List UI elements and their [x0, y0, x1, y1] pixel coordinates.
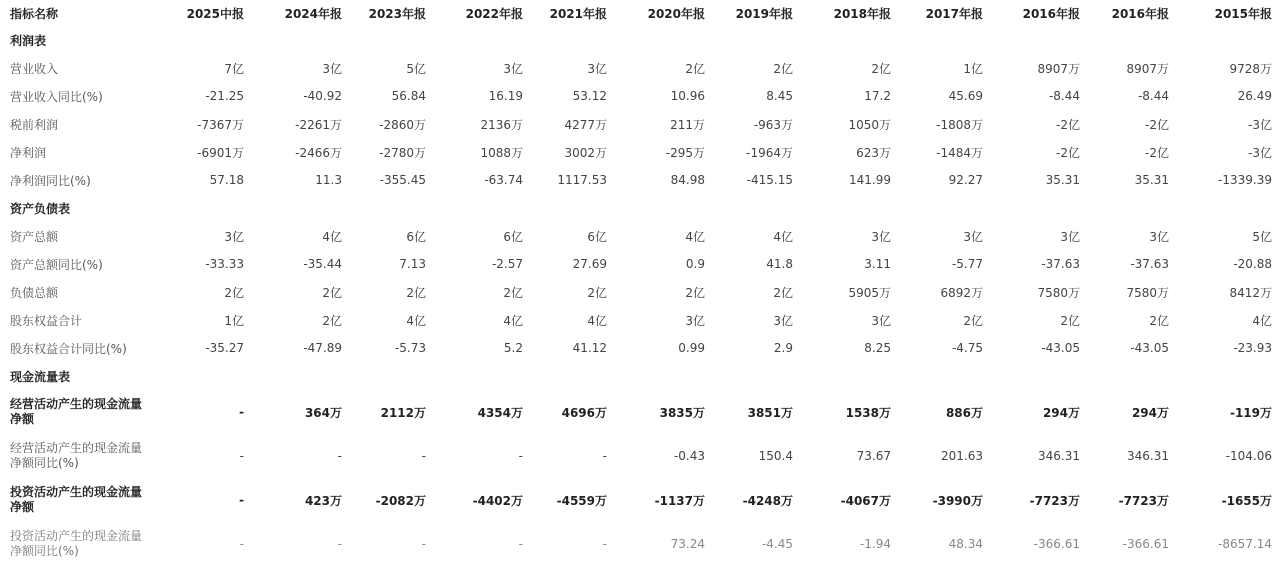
indicator-value: 2亿 [503, 285, 523, 300]
indicator-value: 2亿 [224, 285, 244, 300]
indicator-value: 73.24 [670, 537, 705, 551]
indicator-value: -4.45 [761, 537, 793, 551]
indicator-value: 4亿 [406, 313, 426, 328]
indicator-value: 0.9 [685, 257, 705, 271]
indicator-value: -8.44 [1048, 89, 1080, 103]
indicator-value: 0.99 [678, 341, 705, 355]
indicator-value: 10.96 [670, 89, 705, 103]
indicator-value: -2亿 [1145, 145, 1169, 160]
indicator-label: 营业收入 [10, 61, 59, 76]
year-header: 2024年报 [284, 6, 342, 21]
indicator-value: 2亿 [322, 313, 342, 328]
indicator-value: 211万 [670, 117, 705, 132]
indicator-value: 4354万 [477, 405, 523, 420]
indicator-value: 6亿 [406, 229, 426, 244]
indicator-value: 8.25 [864, 341, 891, 355]
indicator-label: 资产总额同比(%) [10, 257, 103, 272]
indicator-value: 2亿 [685, 61, 705, 76]
indicator-label: 税前利润 [10, 117, 59, 132]
year-header: 2021年报 [549, 6, 607, 21]
indicator-value: 5.2 [503, 341, 523, 355]
indicator-label: 经营活动产生的现金流量净额 [10, 397, 143, 426]
year-header: 2025中报 [186, 6, 244, 21]
indicator-value: 3亿 [685, 313, 705, 328]
indicator-value: - [337, 537, 342, 551]
indicator-value: -7723万 [1029, 493, 1080, 508]
table-row [0, 434, 1278, 478]
indicator-value: -366.61 [1122, 537, 1169, 551]
indicator-value: -1.94 [859, 537, 891, 551]
indicator-value: -20.88 [1233, 257, 1272, 271]
indicator-value: -2亿 [1145, 117, 1169, 132]
table-row [0, 110, 1278, 138]
indicator-value: -2.57 [491, 257, 523, 271]
indicator-value: 6亿 [587, 229, 607, 244]
indicator-value: -5.73 [394, 341, 426, 355]
indicator-value: 2亿 [1149, 313, 1169, 328]
indicator-value: -8.44 [1137, 89, 1169, 103]
indicator-value: - [602, 449, 607, 463]
indicator-value: 7亿 [224, 61, 244, 76]
indicator-value: -2780万 [379, 145, 426, 160]
indicator-value: -37.63 [1041, 257, 1080, 271]
indicator-value: 4277万 [564, 117, 607, 132]
year-header: 2019年报 [735, 6, 793, 21]
year-header: 2020年报 [647, 6, 705, 21]
indicator-value: 3亿 [1149, 229, 1169, 244]
indicator-value: 3亿 [1060, 229, 1080, 244]
indicator-value: 35.31 [1134, 173, 1169, 187]
indicator-value: -5.77 [951, 257, 983, 271]
indicator-label: 股东权益合计同比(%) [10, 341, 127, 356]
indicator-value: 8.45 [766, 89, 793, 103]
indicator-value: 7580万 [1126, 285, 1169, 300]
indicator-value: -33.33 [205, 257, 244, 271]
indicator-value: 1亿 [224, 313, 244, 328]
indicator-value: - [518, 449, 523, 463]
indicator-value: 7580万 [1037, 285, 1080, 300]
indicator-value: 2亿 [587, 285, 607, 300]
table-row [0, 522, 1278, 566]
indicator-value: 53.12 [572, 89, 607, 103]
year-header: 2023年报 [368, 6, 426, 21]
indicator-value: -1484万 [936, 145, 983, 160]
indicator-value: 16.19 [488, 89, 523, 103]
indicator-value: -7723万 [1118, 493, 1169, 508]
indicator-value: 2亿 [963, 313, 983, 328]
table-row [0, 250, 1278, 278]
indicator-value: - [239, 405, 244, 419]
indicator-value: 346.31 [1038, 449, 1080, 463]
indicator-value: 346.31 [1127, 449, 1169, 463]
indicator-value: 26.49 [1237, 89, 1272, 103]
indicator-value: -1137万 [654, 493, 705, 508]
indicator-value: -2亿 [1056, 145, 1080, 160]
indicator-value: -3990万 [932, 493, 983, 508]
indicator-value: 4亿 [322, 229, 342, 244]
indicator-value: -2261万 [295, 117, 342, 132]
indicator-label: 营业收入同比(%) [10, 89, 103, 104]
table-header-row [0, 0, 1278, 26]
indicator-value: 92.27 [948, 173, 983, 187]
indicator-value: 3亿 [503, 61, 523, 76]
indicator-label: 负债总额 [10, 285, 59, 300]
indicator-value: 11.3 [315, 173, 342, 187]
indicator-value: -63.74 [484, 173, 523, 187]
table-row [0, 478, 1278, 522]
indicator-value: 3835万 [659, 405, 705, 420]
indicator-value: 4亿 [587, 313, 607, 328]
indicator-value: -4559万 [556, 493, 607, 508]
table-row [0, 222, 1278, 250]
section-title: 现金流量表 [10, 369, 71, 384]
indicator-label: 资产总额 [10, 229, 59, 244]
table-row [0, 390, 1278, 434]
section-header-row [0, 194, 1278, 222]
year-header: 2017年报 [925, 6, 983, 21]
indicator-value: 9728万 [1229, 61, 1272, 76]
indicator-value: -35.27 [205, 341, 244, 355]
indicator-value: 5亿 [406, 61, 426, 76]
indicator-value: 3亿 [322, 61, 342, 76]
indicator-value: 4亿 [1252, 313, 1272, 328]
indicator-value: -963万 [753, 117, 793, 132]
year-header: 2018年报 [833, 6, 891, 21]
indicator-value: -37.63 [1130, 257, 1169, 271]
indicator-value: -1808万 [936, 117, 983, 132]
year-header: 2016年报 [1111, 6, 1169, 21]
indicator-value: 8907万 [1037, 61, 1080, 76]
indicator-value: -47.89 [303, 341, 342, 355]
table-row [0, 82, 1278, 110]
indicator-value: -119万 [1229, 405, 1272, 420]
indicator-value: -8657.14 [1218, 537, 1272, 551]
indicator-value: 2亿 [1060, 313, 1080, 328]
indicator-value: -1964万 [746, 145, 793, 160]
indicator-value: -21.25 [205, 89, 244, 103]
indicator-value: 3.11 [864, 257, 891, 271]
indicator-value: 5亿 [1252, 229, 1272, 244]
indicator-value: 294万 [1131, 405, 1169, 420]
indicator-label: 投资活动产生的现金流量净额 [10, 485, 143, 514]
indicator-name-header: 指标名称 [10, 6, 59, 21]
indicator-value: 4亿 [773, 229, 793, 244]
indicator-value: -2466万 [295, 145, 342, 160]
indicator-value: -43.05 [1041, 341, 1080, 355]
indicator-value: 3亿 [871, 313, 891, 328]
indicator-value: -4248万 [742, 493, 793, 508]
indicator-value: -2860万 [379, 117, 426, 132]
indicator-value: 17.2 [864, 89, 891, 103]
indicator-value: -104.06 [1225, 449, 1272, 463]
indicator-value: - [337, 449, 342, 463]
indicator-value: 3亿 [773, 313, 793, 328]
indicator-value: 2亿 [871, 61, 891, 76]
indicator-value: - [518, 537, 523, 551]
indicator-value: 41.12 [572, 341, 607, 355]
indicator-value: 1亿 [963, 61, 983, 76]
table-body [0, 26, 1278, 566]
table-row [0, 166, 1278, 194]
indicator-value: 1050万 [848, 117, 891, 132]
section-title: 利润表 [10, 33, 47, 48]
indicator-value: -1339.39 [1218, 173, 1272, 187]
indicator-value: 886万 [945, 405, 983, 420]
indicator-value: 3002万 [564, 145, 607, 160]
indicator-label: 净利润 [10, 145, 47, 160]
indicator-value: 48.34 [948, 537, 983, 551]
indicator-value: -43.05 [1130, 341, 1169, 355]
indicator-label: 投资活动产生的现金流量净额同比(%) [10, 529, 143, 558]
indicator-value: 423万 [304, 493, 342, 508]
indicator-value: 6892万 [940, 285, 983, 300]
table-row [0, 54, 1278, 82]
table-row [0, 334, 1278, 362]
indicator-value: 5905万 [848, 285, 891, 300]
indicator-value: 3亿 [587, 61, 607, 76]
year-header: 2022年报 [465, 6, 523, 21]
indicator-value: 3亿 [224, 229, 244, 244]
indicator-value: 364万 [304, 405, 342, 420]
section-header-row [0, 26, 1278, 54]
indicator-value: 45.69 [948, 89, 983, 103]
indicator-value: 150.4 [758, 449, 793, 463]
indicator-value: 2亿 [773, 61, 793, 76]
indicator-value: -0.43 [673, 449, 705, 463]
indicator-value: -3亿 [1248, 117, 1272, 132]
indicator-value: 3亿 [963, 229, 983, 244]
year-header: 2015年报 [1214, 6, 1272, 21]
indicator-value: 623万 [856, 145, 891, 160]
indicator-label: 净利润同比(%) [10, 173, 91, 188]
indicator-value: 2112万 [380, 405, 426, 420]
indicator-value: 2亿 [685, 285, 705, 300]
indicator-value: 4亿 [685, 229, 705, 244]
indicator-value: - [421, 537, 426, 551]
indicator-value: 4696万 [561, 405, 607, 420]
indicator-value: - [239, 537, 244, 551]
indicator-value: -295万 [665, 145, 705, 160]
indicator-value: -415.15 [746, 173, 793, 187]
indicator-value: -3亿 [1248, 145, 1272, 160]
indicator-value: 2.9 [773, 341, 793, 355]
indicator-value: - [239, 493, 244, 507]
indicator-value: 3851万 [747, 405, 793, 420]
indicator-value: 41.8 [766, 257, 793, 271]
indicator-value: 1538万 [845, 405, 891, 420]
indicator-value: -4067万 [840, 493, 891, 508]
indicator-value: -1655万 [1221, 493, 1272, 508]
indicator-value: -23.93 [1233, 341, 1272, 355]
indicator-value: 294万 [1042, 405, 1080, 420]
table-row [0, 138, 1278, 166]
year-header: 2016年报 [1022, 6, 1080, 21]
indicator-value: 3亿 [871, 229, 891, 244]
indicator-value: 27.69 [572, 257, 607, 271]
indicator-value: 6亿 [503, 229, 523, 244]
indicator-label: 股东权益合计 [10, 313, 83, 328]
indicator-value: 8907万 [1126, 61, 1169, 76]
indicator-value: 84.98 [670, 173, 705, 187]
indicator-value: -366.61 [1033, 537, 1080, 551]
indicator-value: -4.75 [951, 341, 983, 355]
indicator-value: 7.13 [399, 257, 426, 271]
table-row [0, 278, 1278, 306]
indicator-value: - [239, 449, 244, 463]
indicator-value: -35.44 [303, 257, 342, 271]
indicator-value: 56.84 [391, 89, 426, 103]
indicator-value: -40.92 [303, 89, 342, 103]
indicator-value: 2136万 [480, 117, 523, 132]
section-header-row [0, 362, 1278, 390]
indicator-value: -2082万 [375, 493, 426, 508]
indicator-value: 2亿 [322, 285, 342, 300]
indicator-value: -4402万 [472, 493, 523, 508]
indicator-value: - [602, 537, 607, 551]
indicator-value: 141.99 [849, 173, 891, 187]
indicator-value: -2亿 [1056, 117, 1080, 132]
table-row [0, 306, 1278, 334]
indicator-value: 2亿 [773, 285, 793, 300]
indicator-value: 4亿 [503, 313, 523, 328]
indicator-value: - [421, 449, 426, 463]
section-title: 资产负债表 [10, 201, 71, 216]
indicator-value: 57.18 [209, 173, 244, 187]
indicator-label: 经营活动产生的现金流量净额同比(%) [10, 441, 143, 470]
indicator-value: 1117.53 [557, 173, 607, 187]
indicator-value: -7367万 [197, 117, 244, 132]
indicator-value: 8412万 [1229, 285, 1272, 300]
indicator-value: 2亿 [406, 285, 426, 300]
indicator-value: -355.45 [379, 173, 426, 187]
indicator-value: 73.67 [856, 449, 891, 463]
indicator-value: -6901万 [197, 145, 244, 160]
indicator-value: 35.31 [1045, 173, 1080, 187]
indicator-value: 1088万 [480, 145, 523, 160]
indicator-value: 201.63 [941, 449, 983, 463]
